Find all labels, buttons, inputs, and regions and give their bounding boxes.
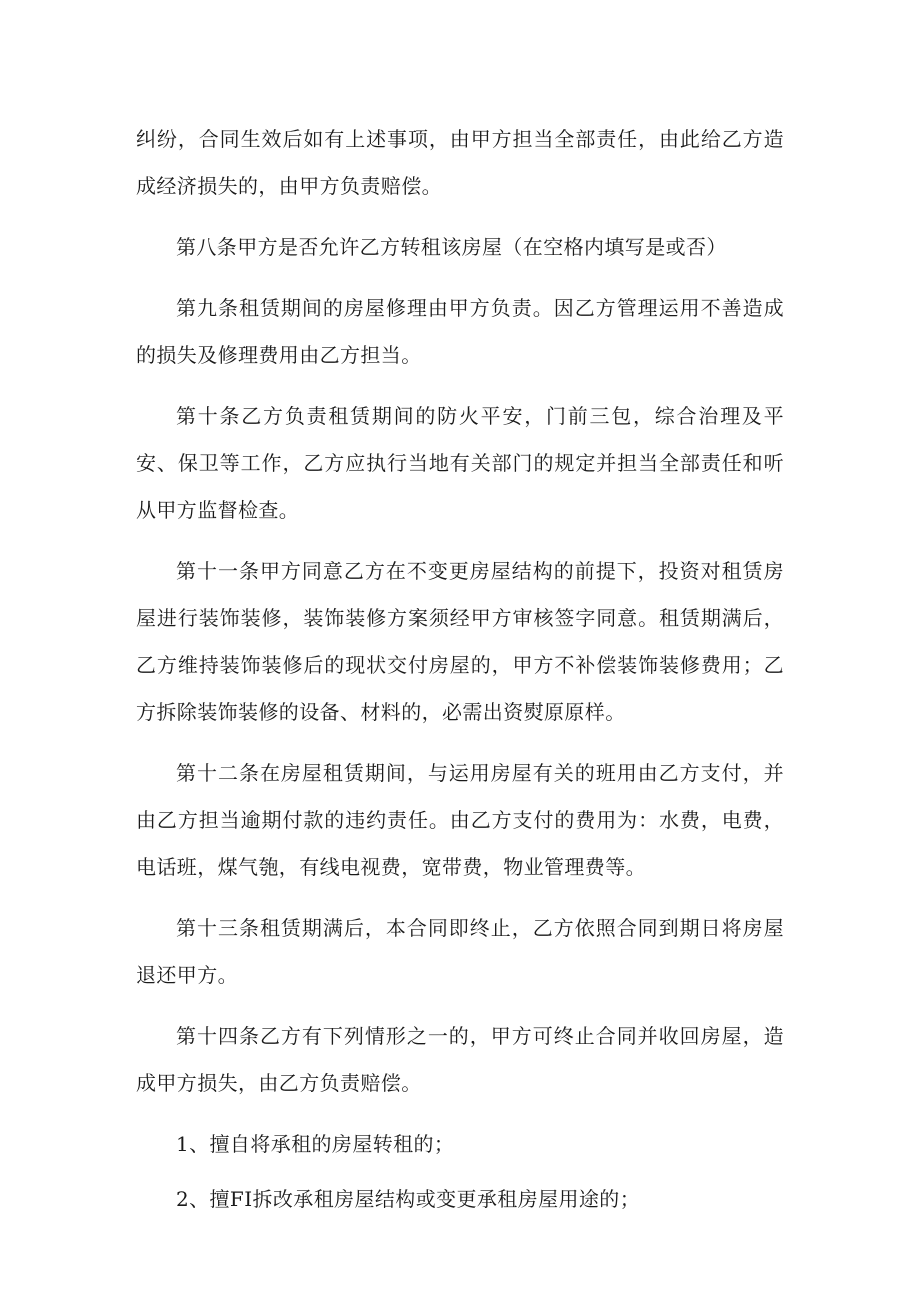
paragraph-article-11: 第十一条甲方同意乙方在不变更房屋结构的前提下，投资对租赁房屋进行装饰装修，装饰装修方案须经甲方审核签字同意。租赁期满后，乙方维持装饰装修后的现状交付房屋的，甲方不补偿装饰装修费用；乙方拆除装饰装修的设备、材料的，必需出资熨原原样。 xyxy=(136,559,784,724)
list-item-1: 1、擅自将承租的房屋转租的； xyxy=(176,1132,455,1156)
paragraph-continuation: 纠纷，合同生效后如有上述事项，由甲方担当全部责任，由此给乙方造成经济损失的，由甲方负责赔偿。 xyxy=(136,127,784,198)
list-item-2: 2、擅FI拆改承租房屋结构或变更承租房屋用途的； xyxy=(176,1187,641,1211)
document-body xyxy=(136,116,784,1231)
paragraph-article-9: 第九条租赁期间的房屋修理由甲方负责。因乙方管理运用不善造成的损失及修理费用由乙方担当。 xyxy=(136,296,784,367)
paragraph-article-13: 第十三条租赁期满后，本合同即终止，乙方依照合同到期日将房屋退还甲方。 xyxy=(136,916,784,987)
paragraph-article-10: 第十条乙方负责租赁期间的防火平安，门前三包，综合治理及平安、保卫等工作，乙方应执行当地有关部门的规定并担当全部责任和听从甲方监督检查。 xyxy=(136,404,784,522)
paragraph-article-8: 第八条甲方是否允许乙方转租该房屋（在空格内填写是或否） xyxy=(176,235,727,259)
paragraph-article-12: 第十二条在房屋租赁期间，与运用房屋有关的班用由乙方支付，并由乙方担当逾期付款的违约责任。由乙方支付的费用为：水费，电费，电话班，煤气匏，有线电视费，宽带费，物业管理费等。 xyxy=(136,761,784,879)
paragraph-article-14: 第十四条乙方有下列情形之一的，甲方可终止合同并收回房屋，造成甲方损失，由乙方负责赔偿。 xyxy=(136,1024,784,1095)
